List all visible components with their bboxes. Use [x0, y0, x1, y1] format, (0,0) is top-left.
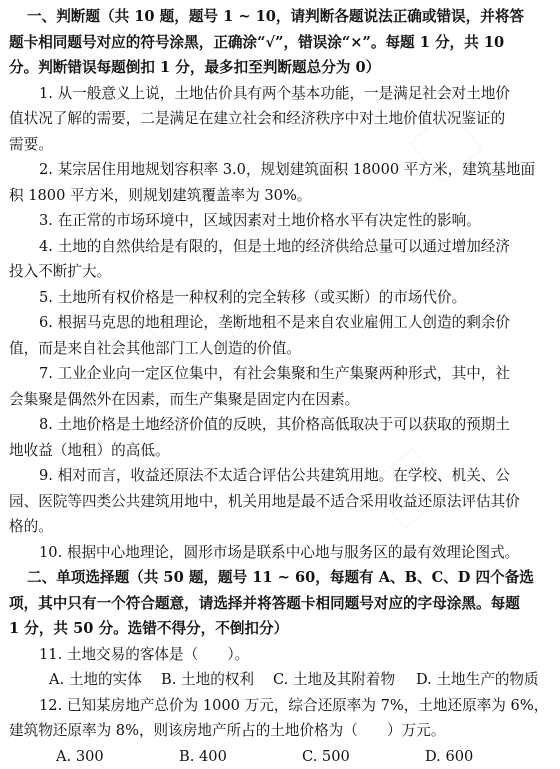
section2-heading-line-3: 1 分，共 50 分。选错不得分，不倒扣分）	[9, 616, 552, 642]
question-11-option-a: A. 土地的实体	[49, 667, 161, 693]
question-10-line-1: 10. 根据中心地理论，圆形市场是联系中心地与服务区的最有效理论图式。	[9, 540, 552, 566]
question-11-stem: 11. 土地交易的客体是（ ）。	[9, 642, 552, 668]
question-3-line-1: 3. 在正常的市场环境中，区域因素对土地价格水平有决定性的影响。	[9, 208, 552, 234]
question-8-line-2: 地收益（地租）的高低。	[9, 438, 552, 464]
section1-heading-line-1: 一、判断题（共 10 题，题号 1 ~ 10，请判断各题说法正确或错误，并将答	[9, 4, 552, 30]
question-1-line-1: 1. 从一般意义上说，土地估价具有两个基本功能，一是满足社会对土地价	[9, 81, 552, 107]
question-9-line-2: 园、医院等四类公共建筑用地中，机关用地是最不适合采用收益还原法评估其价	[9, 489, 552, 515]
question-4-line-2: 投入不断扩大。	[9, 259, 552, 285]
question-2-line-1: 2. 某宗居住用地规划容积率 3.0，规划建筑面积 18000 平方米，建筑基地面	[9, 157, 552, 183]
section1-heading-line-3: 分。判断错误每题倒扣 1 分，最多扣至判断题总分为 0）	[9, 55, 552, 81]
question-9-line-1: 9. 相对而言，收益还原法不太适合评估公共建筑用地。在学校、机关、公	[9, 463, 552, 489]
question-12-options	[9, 744, 552, 769]
question-12-stem-line-1: 12. 已知某房地产总价为 1000 万元，综合还原率为 7%，土地还原率为 6%，	[9, 693, 552, 719]
question-8-line-1: 8. 土地价格是土地经济价值的反映，其价格高低取决于可以获取的预期土	[9, 412, 552, 438]
question-4-line-1: 4. 土地的自然供给是有限的，但是土地的经济供给总量可以通过增加经济	[9, 234, 552, 260]
question-2-line-2: 积 1800 平方米，则规划建筑覆盖率为 30%。	[9, 183, 552, 209]
question-12-stem-line-2: 建筑物还原率为 8%，则该房地产所占的土地价格为（ ）万元。	[9, 718, 552, 744]
question-9-line-3: 格的。	[9, 514, 552, 540]
question-12-option-b: B. 400	[179, 744, 302, 769]
question-12-option-a: A. 300	[56, 744, 179, 769]
question-1-line-2: 值状况了解的需要，二是满足在建立社会和经济秩序中对土地价值状况鉴证的	[9, 106, 552, 132]
section2-heading-line-2: 项，其中只有一个符合题意，请选择并将答题卡相同题号对应的字母涂黑。每题	[9, 591, 552, 617]
section1-heading-line-2: 题卡相同题号对应的符号涂黑，正确涂“√”，错误涂“×”。每题 1 分，共 10	[9, 30, 552, 56]
question-11-option-b: B. 土地的权利	[161, 667, 273, 693]
question-6-line-2: 值，而是来自社会其他部门工人创造的价值。	[9, 336, 552, 362]
question-1-line-3: 需要。	[9, 132, 552, 158]
question-7-line-2: 会集聚是偶然外在因素，而生产集聚是固定内在因素。	[9, 387, 552, 413]
question-6-line-1: 6. 根据马克思的地租理论，垄断地租不是来自农业雇佣工人创造的剩余价	[9, 310, 552, 336]
question-7-line-1: 7. 工业企业向一定区位集中，有社会集聚和生产集聚两种形式，其中，社	[9, 361, 552, 387]
question-12-option-c: C. 500	[302, 744, 425, 769]
question-11-option-c: C. 土地及其附着物	[273, 667, 416, 693]
question-5-line-1: 5. 土地所有权价格是一种权利的完全转移（或买断）的市场代价。	[9, 285, 552, 311]
question-11-options	[9, 667, 552, 693]
section2-heading-line-1: 二、单项选择题（共 50 题，题号 11 ~ 60，每题有 A、B、C、D 四个备选	[9, 565, 552, 591]
question-11-option-d: D. 土地生产的物质	[416, 667, 528, 693]
question-12-option-d: D. 600	[425, 744, 548, 769]
